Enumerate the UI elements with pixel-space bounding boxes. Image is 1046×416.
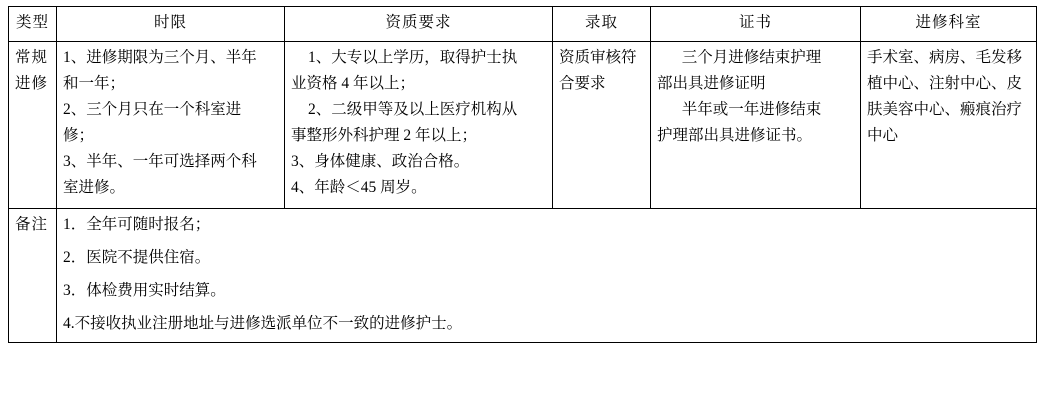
cell-qualification-value xyxy=(285,42,553,209)
admission-line-2: 合要求 xyxy=(559,75,606,93)
cell-duration-value xyxy=(57,42,285,209)
duration-line-4: 修； xyxy=(63,127,95,145)
duration-line-6: 室进修。 xyxy=(63,179,126,197)
notes-label: 备注 xyxy=(9,209,57,343)
certificate-line-1: 三个月进修结束护理 xyxy=(681,49,822,67)
department-line-2: 植中心、注射中心、皮 xyxy=(867,75,1023,93)
header-cell-duration: 时限 xyxy=(57,7,285,42)
cell-department-value xyxy=(861,42,1037,209)
note-item-1: 1．全年可随时报名； xyxy=(63,216,211,234)
duration-line-5: 3、半年、一年可选择两个科 xyxy=(63,153,257,171)
notes-content xyxy=(57,209,1037,343)
cell-admission-value xyxy=(553,42,651,209)
department-line-1: 手术室、病房、毛发移 xyxy=(867,49,1023,67)
duration-line-2: 和一年； xyxy=(63,75,126,93)
header-cell-qualification: 资质要求 xyxy=(285,7,553,42)
cell-certificate-value xyxy=(651,42,861,209)
duration-line-3: 2、三个月只在一个科室进 xyxy=(63,101,242,119)
note-item-3: 3．体检费用实时结算。 xyxy=(63,281,226,299)
certificate-line-3: 半年或一年进修结束 xyxy=(681,101,822,119)
qualification-line-5: 3、身体健康、政治合格。 xyxy=(291,153,470,171)
qualification-line-6: 4、年龄＜45 周岁。 xyxy=(291,179,427,197)
table-row xyxy=(9,42,1037,209)
note-item-4: 4.不接收执业注册地址与进修选派单位不一致的进修护士。 xyxy=(63,314,463,332)
certificate-line-2: 部出具进修证明 xyxy=(657,75,766,93)
department-line-3: 肤美容中心、瘢痕治疗 xyxy=(867,101,1023,119)
qualification-line-1: 1、大专以上学历，取得护士执 xyxy=(308,49,518,67)
qualification-line-2: 业资格 4 年以上； xyxy=(291,75,416,93)
header-cell-department: 进修科室 xyxy=(861,7,1037,42)
qualification-line-3: 2、二级甲等及以上医疗机构从 xyxy=(308,101,518,119)
training-program-table xyxy=(8,6,1037,343)
header-cell-certificate: 证书 xyxy=(651,7,861,42)
document-sheet xyxy=(0,6,1046,416)
admission-line-1: 资质审核符 xyxy=(559,49,637,67)
header-cell-type: 类型 xyxy=(9,7,57,42)
table-header-row xyxy=(9,7,1037,42)
cell-type-value xyxy=(9,42,57,209)
qualification-line-4: 事整形外科护理 2 年以上； xyxy=(291,127,478,145)
type-line-2: 进修 xyxy=(15,75,49,93)
header-cell-admission: 录取 xyxy=(553,7,651,42)
department-line-4: 中心 xyxy=(867,127,899,145)
certificate-line-4: 护理部出具进修证书。 xyxy=(657,127,813,145)
duration-line-1: 1、进修期限为三个月、半年 xyxy=(63,49,257,67)
notes-row xyxy=(9,209,1037,343)
type-line-1: 常规 xyxy=(15,49,49,67)
note-item-2: 2．医院不提供住宿。 xyxy=(63,248,211,266)
